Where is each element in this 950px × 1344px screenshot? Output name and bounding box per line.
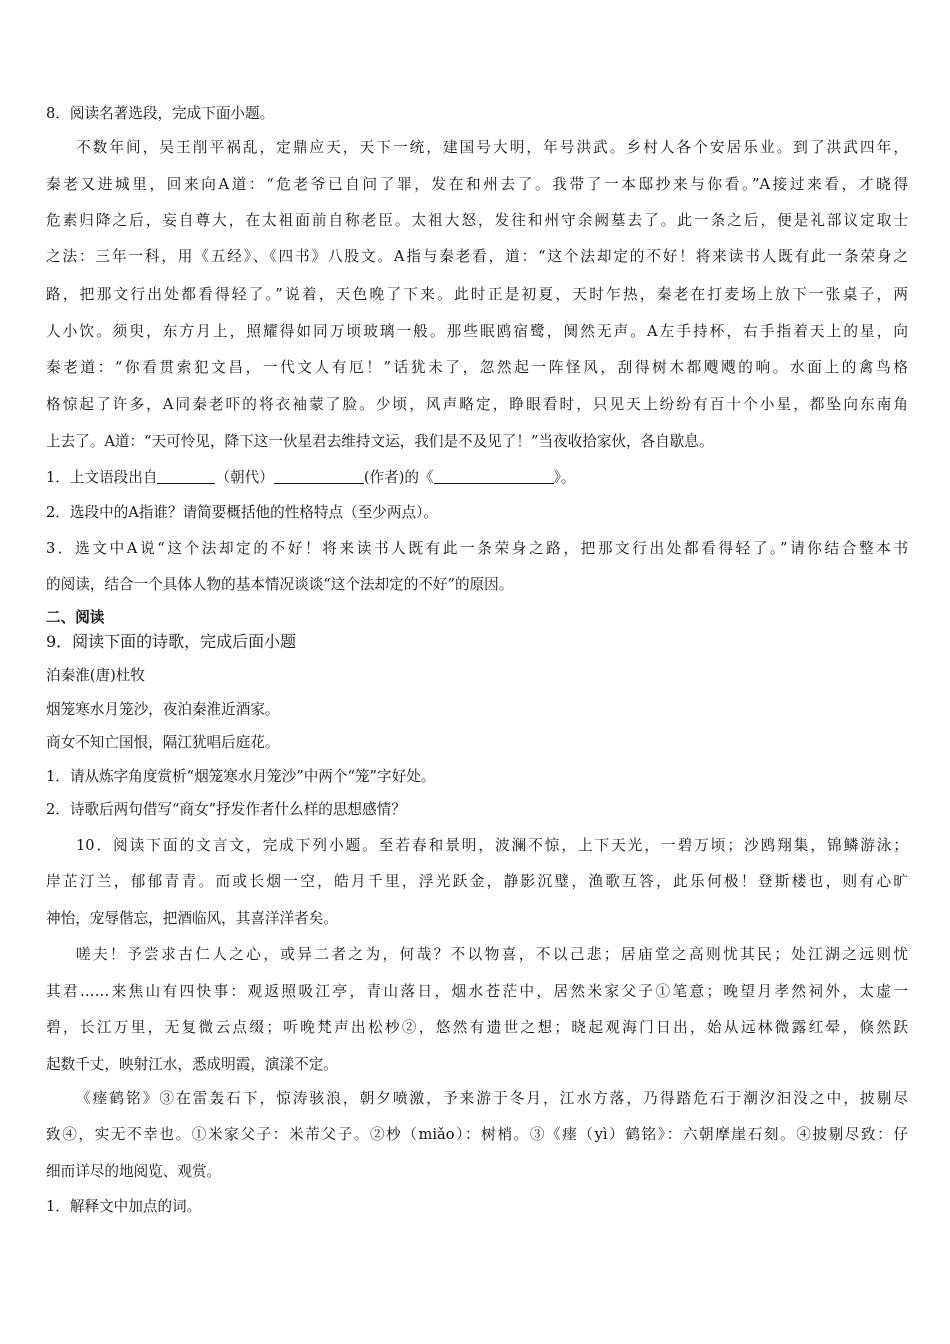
q8-passage-line: 格惊起了许多，A同秦老吓的将衣袖蒙了脸。少顷，风声略定，睁眼看时，只见天上纷纷有百十个小星，都坠向东南角 [46,396,908,413]
q9-question: 2．诗歌后两句借写“商女”抒发作者什么样的思想感情？ [46,801,406,818]
q8-passage-line: 秦老道：“你看贯索犯文昌，一代文人有厄！”话犹未了，忽然起一阵怪风，刮得树木都飕飕的响。水面上的禽鸟格 [46,359,908,376]
poem-line: 烟笼寒水月笼沙，夜泊秦淮近酒家。 [46,701,280,718]
poem-line: 商女不知亡国恨，隔江犹唱后庭花。 [46,734,280,751]
q8-passage-line: 上去了。A道：“天可怜见，降下这一伙星君去维持文运，我们是不及见了！”当夜收拾家伙，各自歇息。 [46,433,714,450]
q10-para1-line: 岸芷汀兰，郁郁青青。而或长烟一空，皓月千里，浮光跃金，静影沉璧，渔歌互答，此乐何极！登斯楼也，则有心旷 [46,873,908,890]
q10-para2-line: 碧，长江万里，无复微云点缀；听晚梵声出松杪②，悠然有遗世之想；晓起观海门日出，始从远林微露红晕，倏然跃 [46,1019,908,1036]
q10-para3-line: 致④，实无不幸也。①米家父子：米芾父子。②杪（miǎo）：树梢。③《瘗（yì）鹤铭》：六朝摩崖石刻。④披剔尽致：仔 [46,1126,908,1143]
q8-sub1-suffix: 》。 [553,469,576,486]
section-heading: 二、阅读 [46,609,105,626]
q8-passage-line: 秦老又进城里，回来向A道：“危老爷已自问了罪，发在和州去了。我带了一本邸抄来与你看。”A接过来看，才晓得 [46,176,908,193]
q8-sub1-author: (作者)的《 [363,469,434,486]
q8-passage-line: 不数年间，吴王削平祸乱，定鼎应天，天下一统，建国号大明，年号洪武。乡村人各个安居乐业。到了洪武四年， [76,139,908,156]
q10-para2-line: 嗟夫！予尝求古仁人之心，或异二者之为，何哉？不以物喜，不以己悲；居庙堂之高则忧其民；处江湖之远则忧 [76,946,908,963]
q10-para3-line: 《瘗鹤铭》③在雷轰石下，惊涛骇浪，朝夕喷激，予来游于冬月，江水方落，乃得踏危石于潮汐汩没之中，披剔尽 [76,1090,908,1107]
q8-sub1-dynasty: （朝代） [215,469,274,486]
q8-sub1-prefix: 1．上文语段出自 [46,469,158,486]
q10-para3-line: 细而详尽的地阅览、观赏。 [46,1163,222,1180]
q8-passage-line: 之法：三年一科，用《五经》、《四书》八股文。A指与秦老看，道：“这个法却定的不好！将来读书人既有此一条荣身之 [46,248,908,265]
q8-sub1 [46,468,908,488]
q8-sub3-line: 的阅读，结合一个具体人物的基本情况谈谈“这个法却定的不好”的原因。 [46,576,514,593]
answer-blank-dynasty[interactable] [157,469,215,484]
q8-passage-line: 人小饮。须臾，东方月上，照耀得如同万顷玻璃一般。那些眠鸥宿鹭，阒然无声。A左手持杯，右手指着天上的星，向 [46,323,908,340]
q8-passage-line: 危素归降之后，妄自尊大，在太祖面前自称老臣。太祖大怒，发往和州守余阙墓去了。此一条之后，便是礼部议定取士 [46,212,908,229]
q10-para2-line: 其君……来焦山有四快事：观返照吸江亭，青山落日，烟水苍茫中，居然米家父子①笔意；晚望月孝然祠外，太虚一 [46,983,908,1000]
q9-question: 1．请从炼字角度赏析“烟笼寒水月笼沙”中两个“笼”字好处。 [46,768,436,785]
q10-question: 1．解释文中加点的词。 [46,1198,202,1215]
q9-heading: 9．阅读下面的诗歌，完成后面小题 [46,632,297,651]
answer-blank-author[interactable] [274,469,364,484]
q10-para2-line: 起数千丈，映射江水，悉成明霞，演漾不定。 [46,1056,338,1073]
answer-blank-book[interactable] [434,469,554,484]
poem-title: 泊秦淮(唐)杜牧 [46,667,145,684]
q10-para1-line: 神怡，宠辱偕忘，把酒临风，其喜洋洋者矣。 [46,910,338,927]
q8-passage-line: 路，把那文行出处都看得轻了。”说着，天色晚了下来。此时正是初夏，天时乍热，秦老在打麦场上放下一张桌子，两 [46,286,908,303]
q10-para1-line: 10．阅读下面的文言文，完成下列小题。至若春和景明，波澜不惊，上下天光，一碧万顷；沙鸥翔集，锦鳞游泳； [76,837,908,854]
q8-sub3-line: 3．选文中A说“这个法却定的不好！将来读书人既有此一条荣身之路，把那文行出处都看得轻了。”请你结合整本书 [46,540,908,557]
q8-heading: 8．阅读名著选段，完成下面小题。 [46,105,275,122]
q8-sub2: 2．选段中的A指谁？请简要概括他的性格特点（至少两点）。 [46,504,438,521]
